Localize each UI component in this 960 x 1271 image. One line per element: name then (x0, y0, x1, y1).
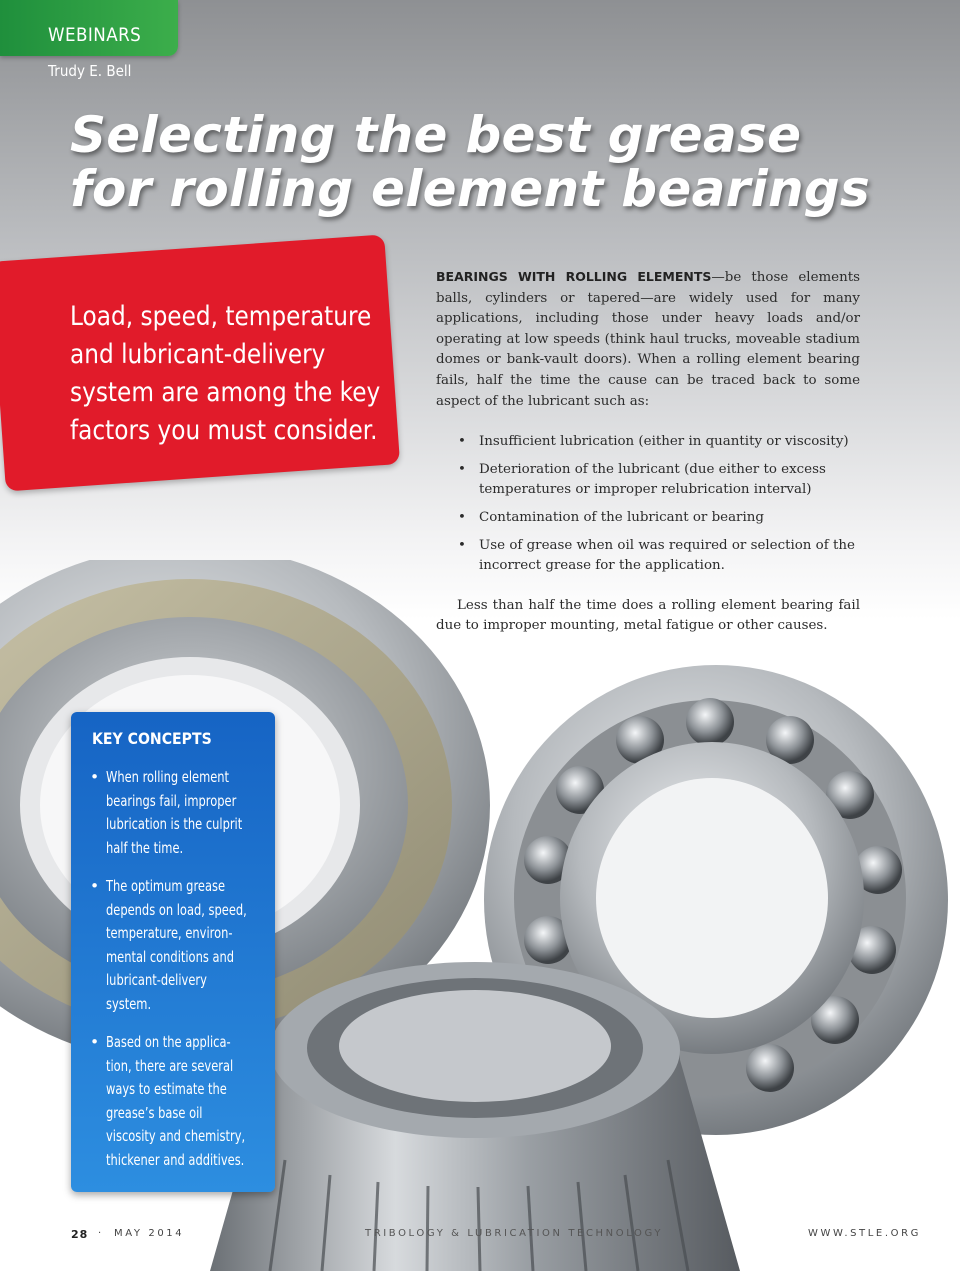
page-number: 28 (71, 1228, 89, 1241)
footer-separator: · (98, 1228, 104, 1239)
publication-name: TRIBOLOGY & LUBRICATION TECHNOLOGY (365, 1228, 664, 1239)
callout-text: Load, speed, temperature and lubricant-delivery system are among the key factors you must consider. (70, 301, 381, 446)
key-concepts-title: KEY CONCEPTS (92, 729, 212, 748)
lead-in: BEARINGS WITH ROLLING ELEMENTS (436, 269, 712, 284)
key-concept-item: • When rolling element bearings fail, improper lubrication is the culprit half the time. (88, 766, 274, 860)
list-item: • Insufficient lubrication (either in quantity or viscosity) (479, 432, 860, 453)
title-line-1: Selecting the best grease (70, 106, 802, 164)
list-item: • Deterioration of the lubricant (due either to excess temperatures or improper relubrication interval) (479, 460, 860, 501)
section-label: WEBINARS (48, 24, 142, 46)
issue-date: MAY 2014 (114, 1228, 185, 1239)
closing-paragraph: Less than half the time does a rolling element bearing fail due to improper mounting, metal fatigue or other causes. (436, 597, 860, 634)
list-item: • Contamination of the lubricant or bearing (479, 508, 860, 529)
intro-paragraph: BEARINGS WITH ROLLING ELEMENTS—be those elements balls, cylinders or tapered—are widely used for many applications, including those under heavy loads and/or operating at low speeds (think haul trucks, moveable stadium domes or bank-vault doors). When a rolling element bearing fails, half the time the cause can be traced back to some aspect of the lubricant such as: (436, 269, 860, 409)
website-url: WWW.STLE.ORG (808, 1228, 921, 1239)
article-title (70, 108, 910, 216)
key-concept-item: • Based on the applica- tion, there are several ways to estimate the grease’s base oil viscosity and chemistry, thickener and additives. (88, 1031, 274, 1172)
section-tab (0, 0, 178, 56)
key-concept-item: • The optimum grease depends on load, speed, temperature, environ- mental conditions and lubricant-delivery system. (88, 875, 274, 1016)
author-byline: Trudy E. Bell (48, 62, 132, 80)
cause-list (436, 432, 860, 577)
list-item: • Use of grease when oil was required or selection of the incorrect grease for the application. (479, 536, 860, 577)
key-concepts-list (88, 766, 274, 1187)
title-line-2: for rolling element bearings (70, 160, 871, 218)
